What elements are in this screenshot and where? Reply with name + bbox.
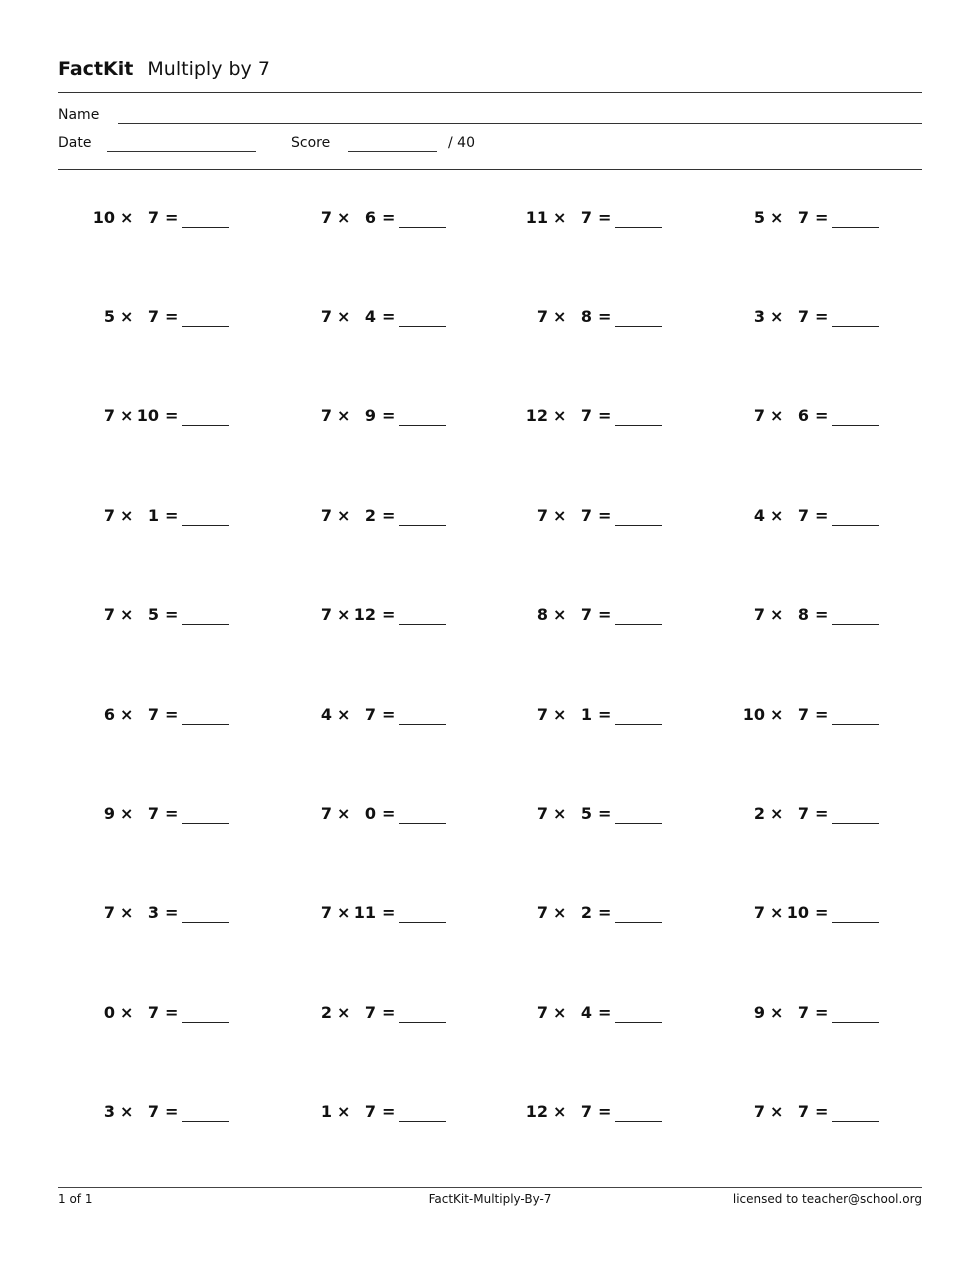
factor-b: 7 (580, 207, 592, 227)
answer-blank[interactable] (615, 1022, 662, 1023)
factor-a: 2 (753, 803, 765, 823)
problem-cell (91, 568, 307, 667)
factor-a: 12 (525, 1102, 548, 1122)
times-sign: × (553, 903, 567, 923)
equals-sign: = (815, 505, 829, 525)
factor-a: 3 (103, 1102, 115, 1122)
problem-cell (524, 866, 740, 965)
factor-b: 7 (580, 505, 592, 525)
factor-a: 4 (320, 704, 332, 724)
factor-b: 2 (580, 903, 592, 923)
answer-blank[interactable] (832, 1121, 879, 1122)
equals-sign: = (382, 207, 396, 227)
times-sign: × (770, 207, 784, 227)
problem-cell (524, 469, 740, 568)
times-sign: × (770, 903, 784, 923)
factor-a: 5 (103, 306, 115, 326)
times-sign: × (120, 1102, 134, 1122)
factor-a: 7 (536, 505, 548, 525)
times-sign: × (553, 1002, 567, 1022)
factor-b: 7 (797, 505, 809, 525)
answer-blank[interactable] (615, 1121, 662, 1122)
factor-a: 11 (525, 207, 548, 227)
times-sign: × (553, 803, 567, 823)
answer-blank[interactable] (832, 326, 879, 327)
date-field[interactable] (107, 151, 256, 152)
equals-sign: = (598, 1102, 612, 1122)
times-sign: × (770, 406, 784, 426)
answer-blank[interactable] (182, 227, 229, 228)
times-sign: × (553, 406, 567, 426)
footer-divider (58, 1187, 922, 1188)
problem-cell (91, 369, 307, 468)
times-sign: × (337, 605, 351, 625)
times-sign: × (337, 505, 351, 525)
brand-name: FactKit (58, 58, 134, 80)
times-sign: × (770, 505, 784, 525)
factor-b: 8 (580, 306, 592, 326)
factor-b: 7 (147, 306, 159, 326)
answer-blank[interactable] (182, 425, 229, 426)
problem-cell (91, 668, 307, 767)
problem-cell (91, 270, 307, 369)
factor-b: 7 (147, 704, 159, 724)
equals-sign: = (165, 306, 179, 326)
times-sign: × (337, 406, 351, 426)
factor-a: 10 (92, 207, 115, 227)
problem-cell (91, 866, 307, 965)
answer-blank[interactable] (399, 922, 446, 923)
factor-a: 7 (320, 207, 332, 227)
times-sign: × (770, 306, 784, 326)
answer-blank[interactable] (832, 724, 879, 725)
factor-a: 7 (536, 1002, 548, 1022)
equals-sign: = (598, 406, 612, 426)
equals-sign: = (598, 306, 612, 326)
times-sign: × (553, 1102, 567, 1122)
equals-sign: = (815, 1102, 829, 1122)
answer-blank[interactable] (832, 823, 879, 824)
factor-b: 5 (580, 803, 592, 823)
equals-sign: = (815, 605, 829, 625)
factor-b: 7 (580, 406, 592, 426)
times-sign: × (120, 605, 134, 625)
name-label: Name (58, 107, 100, 123)
equals-sign: = (165, 207, 179, 227)
equals-sign: = (165, 406, 179, 426)
factor-b: 7 (147, 1002, 159, 1022)
problem-cell (308, 1065, 524, 1164)
times-sign: × (553, 207, 567, 227)
factor-a: 7 (320, 903, 332, 923)
factor-b: 7 (797, 1002, 809, 1022)
factor-a: 7 (320, 803, 332, 823)
factor-b: 7 (364, 1102, 376, 1122)
times-sign: × (120, 406, 134, 426)
answer-blank[interactable] (615, 724, 662, 725)
equals-sign: = (382, 704, 396, 724)
equals-sign: = (382, 803, 396, 823)
equals-sign: = (598, 1002, 612, 1022)
equals-sign: = (165, 903, 179, 923)
problem-cell (308, 668, 524, 767)
answer-blank[interactable] (182, 823, 229, 824)
times-sign: × (120, 207, 134, 227)
problem-cell (741, 668, 957, 767)
answer-blank[interactable] (615, 227, 662, 228)
times-sign: × (770, 1002, 784, 1022)
problem-cell (308, 369, 524, 468)
times-sign: × (553, 505, 567, 525)
problem-cell (741, 966, 957, 1065)
problem-cell (308, 866, 524, 965)
problem-cell (524, 668, 740, 767)
problem-cell (741, 866, 957, 965)
equals-sign: = (165, 704, 179, 724)
problem-cell (524, 369, 740, 468)
equals-sign: = (165, 505, 179, 525)
problem-cell (524, 1065, 740, 1164)
worksheet-title: Multiply by 7 (147, 58, 270, 80)
answer-blank[interactable] (832, 922, 879, 923)
factor-b: 1 (147, 505, 159, 525)
factor-b: 4 (580, 1002, 592, 1022)
factor-a: 7 (103, 505, 115, 525)
problem-cell (741, 767, 957, 866)
factor-a: 0 (103, 1002, 115, 1022)
times-sign: × (553, 306, 567, 326)
equals-sign: = (815, 406, 829, 426)
answer-blank[interactable] (615, 823, 662, 824)
equals-sign: = (815, 704, 829, 724)
times-sign: × (120, 306, 134, 326)
factor-a: 7 (320, 605, 332, 625)
factor-a: 8 (536, 605, 548, 625)
times-sign: × (337, 803, 351, 823)
answer-blank[interactable] (615, 624, 662, 625)
factor-b: 7 (147, 1102, 159, 1122)
factor-a: 9 (753, 1002, 765, 1022)
factor-a: 4 (753, 505, 765, 525)
equals-sign: = (598, 803, 612, 823)
problem-cell (741, 469, 957, 568)
factor-a: 6 (103, 704, 115, 724)
factor-a: 7 (103, 406, 115, 426)
answer-blank[interactable] (832, 227, 879, 228)
times-sign: × (120, 505, 134, 525)
times-sign: × (770, 704, 784, 724)
answer-blank[interactable] (399, 624, 446, 625)
factor-a: 2 (320, 1002, 332, 1022)
equals-sign: = (382, 406, 396, 426)
factor-a: 7 (536, 903, 548, 923)
times-sign: × (120, 1002, 134, 1022)
problem-cell (524, 568, 740, 667)
date-label: Date (58, 135, 92, 151)
problem-cell (91, 171, 307, 270)
equals-sign: = (382, 903, 396, 923)
answer-blank[interactable] (182, 922, 229, 923)
problem-cell (524, 767, 740, 866)
factor-a: 5 (753, 207, 765, 227)
factor-b: 12 (353, 605, 376, 625)
answer-blank[interactable] (399, 525, 446, 526)
times-sign: × (553, 605, 567, 625)
factor-a: 9 (103, 803, 115, 823)
equals-sign: = (815, 903, 829, 923)
factor-b: 3 (147, 903, 159, 923)
equals-sign: = (598, 605, 612, 625)
problem-cell (524, 966, 740, 1065)
times-sign: × (553, 704, 567, 724)
factor-b: 11 (353, 903, 376, 923)
score-total: / 40 (448, 135, 475, 151)
factor-a: 3 (753, 306, 765, 326)
factor-b: 7 (364, 1002, 376, 1022)
equals-sign: = (382, 505, 396, 525)
factor-a: 7 (753, 1102, 765, 1122)
times-sign: × (770, 1102, 784, 1122)
factor-a: 10 (742, 704, 765, 724)
answer-blank[interactable] (399, 1022, 446, 1023)
header-divider (58, 92, 922, 93)
factor-b: 7 (797, 803, 809, 823)
document-id: FactKit-Multiply-By-7 (428, 1192, 552, 1206)
equals-sign: = (382, 605, 396, 625)
problem-cell (91, 1065, 307, 1164)
factor-a: 7 (536, 803, 548, 823)
problem-cell (91, 767, 307, 866)
problem-cell (741, 568, 957, 667)
score-label: Score (291, 135, 331, 151)
factor-b: 10 (136, 406, 159, 426)
factor-b: 6 (797, 406, 809, 426)
times-sign: × (337, 207, 351, 227)
factor-a: 7 (320, 306, 332, 326)
name-field[interactable] (118, 123, 922, 124)
equals-sign: = (598, 903, 612, 923)
answer-blank[interactable] (615, 922, 662, 923)
license-text: licensed to teacher@school.org (732, 1192, 922, 1206)
answer-blank[interactable] (182, 1022, 229, 1023)
factor-b: 7 (147, 207, 159, 227)
problem-cell (308, 171, 524, 270)
factor-a: 7 (536, 306, 548, 326)
factor-b: 8 (797, 605, 809, 625)
equals-sign: = (165, 605, 179, 625)
answer-blank[interactable] (832, 525, 879, 526)
answer-blank[interactable] (399, 724, 446, 725)
equals-sign: = (815, 1002, 829, 1022)
equals-sign: = (165, 803, 179, 823)
answer-blank[interactable] (832, 1022, 879, 1023)
answer-blank[interactable] (399, 326, 446, 327)
answer-blank[interactable] (615, 425, 662, 426)
times-sign: × (337, 1102, 351, 1122)
factor-a: 7 (103, 605, 115, 625)
problem-cell (524, 171, 740, 270)
worksheet-page (58, 0, 922, 1268)
equals-sign: = (815, 306, 829, 326)
answer-blank[interactable] (182, 1121, 229, 1122)
factor-a: 7 (320, 505, 332, 525)
factor-b: 2 (364, 505, 376, 525)
factor-a: 7 (320, 406, 332, 426)
equals-sign: = (165, 1102, 179, 1122)
times-sign: × (120, 903, 134, 923)
problem-cell (741, 171, 957, 270)
answer-blank[interactable] (182, 724, 229, 725)
factor-a: 7 (536, 704, 548, 724)
times-sign: × (120, 704, 134, 724)
equals-sign: = (382, 1102, 396, 1122)
problem-cell (741, 369, 957, 468)
equals-sign: = (382, 306, 396, 326)
factor-b: 7 (797, 306, 809, 326)
answer-blank[interactable] (182, 525, 229, 526)
page-number: 1 of 1 (58, 1192, 93, 1206)
answer-blank[interactable] (832, 624, 879, 625)
equals-sign: = (382, 1002, 396, 1022)
factor-b: 7 (147, 803, 159, 823)
factor-b: 5 (147, 605, 159, 625)
page-title (58, 58, 270, 80)
times-sign: × (337, 903, 351, 923)
times-sign: × (337, 1002, 351, 1022)
factor-b: 4 (364, 306, 376, 326)
problem-cell (741, 270, 957, 369)
problem-cell (524, 270, 740, 369)
times-sign: × (770, 803, 784, 823)
factor-b: 10 (786, 903, 809, 923)
factor-a: 1 (320, 1102, 332, 1122)
times-sign: × (120, 803, 134, 823)
problem-cell (308, 469, 524, 568)
factor-b: 7 (364, 704, 376, 724)
answer-blank[interactable] (615, 326, 662, 327)
factor-a: 12 (525, 406, 548, 426)
problem-cell (91, 469, 307, 568)
answer-blank[interactable] (182, 624, 229, 625)
equals-sign: = (815, 803, 829, 823)
problem-cell (91, 966, 307, 1065)
factor-b: 1 (580, 704, 592, 724)
answer-blank[interactable] (832, 425, 879, 426)
answer-blank[interactable] (399, 823, 446, 824)
equals-sign: = (598, 505, 612, 525)
factor-b: 7 (797, 704, 809, 724)
factor-a: 7 (753, 406, 765, 426)
problem-cell (308, 966, 524, 1065)
answer-blank[interactable] (399, 1121, 446, 1122)
equals-sign: = (598, 704, 612, 724)
factor-b: 0 (364, 803, 376, 823)
answer-blank[interactable] (399, 227, 446, 228)
answer-blank[interactable] (399, 425, 446, 426)
score-field[interactable] (348, 151, 437, 152)
times-sign: × (770, 605, 784, 625)
answer-blank[interactable] (615, 525, 662, 526)
factor-b: 7 (580, 1102, 592, 1122)
problem-cell (308, 568, 524, 667)
equals-sign: = (598, 207, 612, 227)
problem-cell (308, 270, 524, 369)
factor-b: 7 (797, 1102, 809, 1122)
factor-b: 6 (364, 207, 376, 227)
factor-a: 7 (753, 605, 765, 625)
factor-a: 7 (103, 903, 115, 923)
equals-sign: = (815, 207, 829, 227)
factor-a: 7 (753, 903, 765, 923)
problem-cell (741, 1065, 957, 1164)
factor-b: 9 (364, 406, 376, 426)
times-sign: × (337, 306, 351, 326)
factor-b: 7 (797, 207, 809, 227)
times-sign: × (337, 704, 351, 724)
equals-sign: = (165, 1002, 179, 1022)
answer-blank[interactable] (182, 326, 229, 327)
factor-b: 7 (580, 605, 592, 625)
problem-cell (308, 767, 524, 866)
